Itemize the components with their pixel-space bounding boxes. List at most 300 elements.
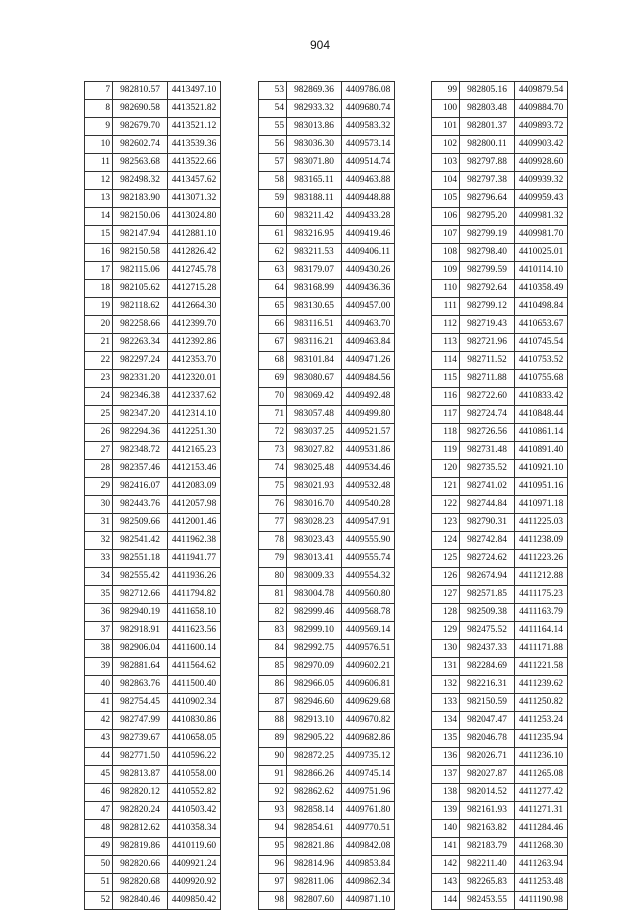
y-coordinate-cell: 4411212.88 bbox=[515, 568, 568, 586]
table-row bbox=[259, 496, 395, 514]
x-coordinate-cell: 982863.76 bbox=[113, 676, 168, 694]
y-coordinate-cell: 4410119.60 bbox=[168, 838, 221, 856]
y-coordinate-cell: 4410503.42 bbox=[168, 802, 221, 820]
table-row bbox=[259, 550, 395, 568]
y-coordinate-cell: 4409939.32 bbox=[515, 172, 568, 190]
point-number-cell: 21 bbox=[85, 334, 113, 352]
y-coordinate-cell: 4410848.44 bbox=[515, 406, 568, 424]
x-coordinate-cell: 983116.51 bbox=[287, 316, 342, 334]
point-number-cell: 97 bbox=[259, 874, 287, 892]
point-number-cell: 36 bbox=[85, 604, 113, 622]
point-number-cell: 57 bbox=[259, 154, 287, 172]
y-coordinate-cell: 4409576.51 bbox=[342, 640, 395, 658]
point-number-cell: 13 bbox=[85, 190, 113, 208]
y-coordinate-cell: 4411658.10 bbox=[168, 604, 221, 622]
coordinate-table-1 bbox=[84, 81, 221, 910]
x-coordinate-cell: 983211.53 bbox=[287, 244, 342, 262]
point-number-cell: 14 bbox=[85, 208, 113, 226]
x-coordinate-cell: 982541.42 bbox=[113, 532, 168, 550]
y-coordinate-cell: 4410833.42 bbox=[515, 388, 568, 406]
y-coordinate-cell: 4409540.28 bbox=[342, 496, 395, 514]
table-row bbox=[85, 208, 221, 226]
table-row bbox=[85, 856, 221, 874]
point-number-cell: 128 bbox=[432, 604, 460, 622]
y-coordinate-cell: 4411941.77 bbox=[168, 550, 221, 568]
y-coordinate-cell: 4412314.10 bbox=[168, 406, 221, 424]
x-coordinate-cell: 983179.07 bbox=[287, 262, 342, 280]
x-coordinate-cell: 982792.64 bbox=[460, 280, 515, 298]
point-number-cell: 84 bbox=[259, 640, 287, 658]
y-coordinate-cell: 4409602.21 bbox=[342, 658, 395, 676]
x-coordinate-cell: 982118.62 bbox=[113, 298, 168, 316]
y-coordinate-cell: 4410971.18 bbox=[515, 496, 568, 514]
table-row bbox=[259, 730, 395, 748]
table-row bbox=[259, 208, 395, 226]
point-number-cell: 99 bbox=[432, 82, 460, 100]
x-coordinate-cell: 983071.80 bbox=[287, 154, 342, 172]
table-row bbox=[432, 676, 568, 694]
point-number-cell: 9 bbox=[85, 118, 113, 136]
point-number-cell: 133 bbox=[432, 694, 460, 712]
y-coordinate-cell: 4411253.24 bbox=[515, 712, 568, 730]
x-coordinate-cell: 982819.86 bbox=[113, 838, 168, 856]
x-coordinate-cell: 983057.48 bbox=[287, 406, 342, 424]
point-number-cell: 82 bbox=[259, 604, 287, 622]
table-row bbox=[432, 550, 568, 568]
x-coordinate-cell: 982814.96 bbox=[287, 856, 342, 874]
x-coordinate-cell: 982105.62 bbox=[113, 280, 168, 298]
point-number-cell: 58 bbox=[259, 172, 287, 190]
x-coordinate-cell: 983013.86 bbox=[287, 118, 342, 136]
point-number-cell: 60 bbox=[259, 208, 287, 226]
x-coordinate-cell: 982263.34 bbox=[113, 334, 168, 352]
x-coordinate-cell: 982807.60 bbox=[287, 892, 342, 910]
table-row bbox=[85, 622, 221, 640]
point-number-cell: 61 bbox=[259, 226, 287, 244]
point-number-cell: 24 bbox=[85, 388, 113, 406]
point-number-cell: 112 bbox=[432, 316, 460, 334]
x-coordinate-cell: 982933.32 bbox=[287, 100, 342, 118]
table-row bbox=[85, 118, 221, 136]
point-number-cell: 50 bbox=[85, 856, 113, 874]
table-row bbox=[85, 82, 221, 100]
x-coordinate-cell: 983036.30 bbox=[287, 136, 342, 154]
point-number-cell: 89 bbox=[259, 730, 287, 748]
point-number-cell: 44 bbox=[85, 748, 113, 766]
table-row bbox=[85, 370, 221, 388]
table-row bbox=[85, 388, 221, 406]
point-number-cell: 129 bbox=[432, 622, 460, 640]
table-row bbox=[85, 676, 221, 694]
table-row bbox=[85, 586, 221, 604]
table-row bbox=[432, 604, 568, 622]
table-row bbox=[259, 406, 395, 424]
table-row bbox=[432, 442, 568, 460]
table-row bbox=[259, 136, 395, 154]
y-coordinate-cell: 4413024.80 bbox=[168, 208, 221, 226]
point-number-cell: 18 bbox=[85, 280, 113, 298]
table-row bbox=[85, 406, 221, 424]
y-coordinate-cell: 4413521.82 bbox=[168, 100, 221, 118]
point-number-cell: 121 bbox=[432, 478, 460, 496]
y-coordinate-cell: 4409920.92 bbox=[168, 874, 221, 892]
x-coordinate-cell: 982869.36 bbox=[287, 82, 342, 100]
y-coordinate-cell: 4412392.86 bbox=[168, 334, 221, 352]
table-row bbox=[259, 586, 395, 604]
table-row bbox=[432, 568, 568, 586]
x-coordinate-cell: 982346.38 bbox=[113, 388, 168, 406]
point-number-cell: 30 bbox=[85, 496, 113, 514]
table-row bbox=[432, 586, 568, 604]
y-coordinate-cell: 4409735.12 bbox=[342, 748, 395, 766]
x-coordinate-cell: 982810.57 bbox=[113, 82, 168, 100]
point-number-cell: 10 bbox=[85, 136, 113, 154]
x-coordinate-cell: 982801.37 bbox=[460, 118, 515, 136]
y-coordinate-cell: 4410755.68 bbox=[515, 370, 568, 388]
table-row bbox=[85, 694, 221, 712]
point-number-cell: 140 bbox=[432, 820, 460, 838]
table-row bbox=[259, 766, 395, 784]
y-coordinate-cell: 4411253.48 bbox=[515, 874, 568, 892]
point-number-cell: 98 bbox=[259, 892, 287, 910]
y-coordinate-cell: 4409534.46 bbox=[342, 460, 395, 478]
point-number-cell: 27 bbox=[85, 442, 113, 460]
x-coordinate-cell: 982453.55 bbox=[460, 892, 515, 910]
point-number-cell: 143 bbox=[432, 874, 460, 892]
y-coordinate-cell: 4409862.34 bbox=[342, 874, 395, 892]
point-number-cell: 31 bbox=[85, 514, 113, 532]
table-row bbox=[432, 640, 568, 658]
table-row bbox=[259, 622, 395, 640]
point-number-cell: 15 bbox=[85, 226, 113, 244]
point-number-cell: 90 bbox=[259, 748, 287, 766]
y-coordinate-cell: 4409471.26 bbox=[342, 352, 395, 370]
table-row bbox=[259, 604, 395, 622]
point-number-cell: 78 bbox=[259, 532, 287, 550]
point-number-cell: 130 bbox=[432, 640, 460, 658]
table-row bbox=[85, 532, 221, 550]
point-number-cell: 65 bbox=[259, 298, 287, 316]
table-row bbox=[432, 478, 568, 496]
x-coordinate-cell: 982551.18 bbox=[113, 550, 168, 568]
x-coordinate-cell: 982799.19 bbox=[460, 226, 515, 244]
y-coordinate-cell: 4409463.70 bbox=[342, 316, 395, 334]
point-number-cell: 38 bbox=[85, 640, 113, 658]
y-coordinate-cell: 4412083.09 bbox=[168, 478, 221, 496]
table-row bbox=[432, 460, 568, 478]
y-coordinate-cell: 4409569.14 bbox=[342, 622, 395, 640]
y-coordinate-cell: 4411164.14 bbox=[515, 622, 568, 640]
table-row bbox=[432, 298, 568, 316]
y-coordinate-cell: 4409981.70 bbox=[515, 226, 568, 244]
x-coordinate-cell: 982726.56 bbox=[460, 424, 515, 442]
table-row bbox=[85, 460, 221, 478]
point-number-cell: 122 bbox=[432, 496, 460, 514]
y-coordinate-cell: 4409560.80 bbox=[342, 586, 395, 604]
table-row bbox=[259, 892, 395, 910]
table-row bbox=[432, 172, 568, 190]
x-coordinate-cell: 982970.09 bbox=[287, 658, 342, 676]
x-coordinate-cell: 982711.52 bbox=[460, 352, 515, 370]
y-coordinate-cell: 4409532.48 bbox=[342, 478, 395, 496]
y-coordinate-cell: 4409499.80 bbox=[342, 406, 395, 424]
table-row bbox=[259, 154, 395, 172]
point-number-cell: 32 bbox=[85, 532, 113, 550]
table-row bbox=[432, 136, 568, 154]
x-coordinate-cell: 982741.02 bbox=[460, 478, 515, 496]
x-coordinate-cell: 982047.47 bbox=[460, 712, 515, 730]
x-coordinate-cell: 982724.74 bbox=[460, 406, 515, 424]
table-row bbox=[85, 172, 221, 190]
point-number-cell: 107 bbox=[432, 226, 460, 244]
table-row bbox=[259, 388, 395, 406]
point-number-cell: 88 bbox=[259, 712, 287, 730]
y-coordinate-cell: 4410558.00 bbox=[168, 766, 221, 784]
table-row bbox=[432, 334, 568, 352]
table-row bbox=[259, 172, 395, 190]
x-coordinate-cell: 983013.41 bbox=[287, 550, 342, 568]
point-number-cell: 114 bbox=[432, 352, 460, 370]
table-row bbox=[432, 694, 568, 712]
point-number-cell: 41 bbox=[85, 694, 113, 712]
x-coordinate-cell: 982498.32 bbox=[113, 172, 168, 190]
point-number-cell: 7 bbox=[85, 82, 113, 100]
table-row bbox=[259, 460, 395, 478]
y-coordinate-cell: 4409959.43 bbox=[515, 190, 568, 208]
table-row bbox=[259, 118, 395, 136]
point-number-cell: 67 bbox=[259, 334, 287, 352]
y-coordinate-cell: 4410830.86 bbox=[168, 712, 221, 730]
table-row bbox=[259, 316, 395, 334]
point-number-cell: 83 bbox=[259, 622, 287, 640]
x-coordinate-cell: 982150.06 bbox=[113, 208, 168, 226]
x-coordinate-cell: 982719.43 bbox=[460, 316, 515, 334]
table-row bbox=[432, 244, 568, 262]
y-coordinate-cell: 4409555.90 bbox=[342, 532, 395, 550]
table-row bbox=[85, 244, 221, 262]
x-coordinate-cell: 982357.46 bbox=[113, 460, 168, 478]
point-number-cell: 103 bbox=[432, 154, 460, 172]
y-coordinate-cell: 4411175.23 bbox=[515, 586, 568, 604]
y-coordinate-cell: 4411171.88 bbox=[515, 640, 568, 658]
y-coordinate-cell: 4409871.10 bbox=[342, 892, 395, 910]
y-coordinate-cell: 4412057.98 bbox=[168, 496, 221, 514]
y-coordinate-cell: 4412881.10 bbox=[168, 226, 221, 244]
point-number-cell: 79 bbox=[259, 550, 287, 568]
y-coordinate-cell: 4413539.36 bbox=[168, 136, 221, 154]
table-row bbox=[432, 658, 568, 676]
point-number-cell: 71 bbox=[259, 406, 287, 424]
point-number-cell: 135 bbox=[432, 730, 460, 748]
y-coordinate-cell: 4412353.70 bbox=[168, 352, 221, 370]
y-coordinate-cell: 4409531.86 bbox=[342, 442, 395, 460]
table-row bbox=[432, 820, 568, 838]
point-number-cell: 56 bbox=[259, 136, 287, 154]
point-number-cell: 62 bbox=[259, 244, 287, 262]
x-coordinate-cell: 983165.11 bbox=[287, 172, 342, 190]
point-number-cell: 34 bbox=[85, 568, 113, 586]
y-coordinate-cell: 4409928.60 bbox=[515, 154, 568, 172]
x-coordinate-cell: 982811.06 bbox=[287, 874, 342, 892]
x-coordinate-cell: 982563.68 bbox=[113, 154, 168, 172]
table-row bbox=[432, 496, 568, 514]
x-coordinate-cell: 982905.22 bbox=[287, 730, 342, 748]
point-number-cell: 120 bbox=[432, 460, 460, 478]
y-coordinate-cell: 4411268.30 bbox=[515, 838, 568, 856]
y-coordinate-cell: 4411263.94 bbox=[515, 856, 568, 874]
table-row bbox=[432, 730, 568, 748]
table-row bbox=[259, 478, 395, 496]
table-row bbox=[85, 136, 221, 154]
point-number-cell: 28 bbox=[85, 460, 113, 478]
point-number-cell: 92 bbox=[259, 784, 287, 802]
x-coordinate-cell: 982797.88 bbox=[460, 154, 515, 172]
table-row bbox=[85, 820, 221, 838]
x-coordinate-cell: 982797.38 bbox=[460, 172, 515, 190]
point-number-cell: 12 bbox=[85, 172, 113, 190]
x-coordinate-cell: 982820.24 bbox=[113, 802, 168, 820]
x-coordinate-cell: 983009.33 bbox=[287, 568, 342, 586]
x-coordinate-cell: 982800.11 bbox=[460, 136, 515, 154]
y-coordinate-cell: 4409419.46 bbox=[342, 226, 395, 244]
point-number-cell: 113 bbox=[432, 334, 460, 352]
table-row bbox=[432, 622, 568, 640]
x-coordinate-cell: 982872.25 bbox=[287, 748, 342, 766]
x-coordinate-cell: 982739.67 bbox=[113, 730, 168, 748]
y-coordinate-cell: 4409786.08 bbox=[342, 82, 395, 100]
x-coordinate-cell: 982571.85 bbox=[460, 586, 515, 604]
point-number-cell: 46 bbox=[85, 784, 113, 802]
table-row bbox=[85, 298, 221, 316]
table-row bbox=[85, 892, 221, 910]
table-row bbox=[432, 424, 568, 442]
x-coordinate-cell: 982115.06 bbox=[113, 262, 168, 280]
table-row bbox=[432, 712, 568, 730]
x-coordinate-cell: 983004.78 bbox=[287, 586, 342, 604]
point-number-cell: 125 bbox=[432, 550, 460, 568]
point-number-cell: 137 bbox=[432, 766, 460, 784]
x-coordinate-cell: 983130.65 bbox=[287, 298, 342, 316]
x-coordinate-cell: 982147.94 bbox=[113, 226, 168, 244]
table-row bbox=[432, 406, 568, 424]
x-coordinate-cell: 982014.52 bbox=[460, 784, 515, 802]
y-coordinate-cell: 4409514.74 bbox=[342, 154, 395, 172]
x-coordinate-cell: 982790.31 bbox=[460, 514, 515, 532]
point-number-cell: 16 bbox=[85, 244, 113, 262]
point-number-cell: 139 bbox=[432, 802, 460, 820]
point-number-cell: 73 bbox=[259, 442, 287, 460]
point-number-cell: 124 bbox=[432, 532, 460, 550]
point-number-cell: 119 bbox=[432, 442, 460, 460]
x-coordinate-cell: 982999.10 bbox=[287, 622, 342, 640]
table-row bbox=[85, 262, 221, 280]
point-number-cell: 69 bbox=[259, 370, 287, 388]
x-coordinate-cell: 982918.91 bbox=[113, 622, 168, 640]
point-number-cell: 55 bbox=[259, 118, 287, 136]
point-number-cell: 75 bbox=[259, 478, 287, 496]
y-coordinate-cell: 4410891.40 bbox=[515, 442, 568, 460]
y-coordinate-cell: 4409629.68 bbox=[342, 694, 395, 712]
point-number-cell: 33 bbox=[85, 550, 113, 568]
point-number-cell: 96 bbox=[259, 856, 287, 874]
x-coordinate-cell: 982416.07 bbox=[113, 478, 168, 496]
x-coordinate-cell: 982966.05 bbox=[287, 676, 342, 694]
x-coordinate-cell: 982771.50 bbox=[113, 748, 168, 766]
point-number-cell: 25 bbox=[85, 406, 113, 424]
y-coordinate-cell: 4410498.84 bbox=[515, 298, 568, 316]
table-row bbox=[85, 190, 221, 208]
x-coordinate-cell: 982211.40 bbox=[460, 856, 515, 874]
x-coordinate-cell: 983101.84 bbox=[287, 352, 342, 370]
point-number-cell: 138 bbox=[432, 784, 460, 802]
point-number-cell: 20 bbox=[85, 316, 113, 334]
point-number-cell: 39 bbox=[85, 658, 113, 676]
x-coordinate-cell: 983211.42 bbox=[287, 208, 342, 226]
y-coordinate-cell: 4413457.62 bbox=[168, 172, 221, 190]
table-row bbox=[432, 838, 568, 856]
x-coordinate-cell: 982813.87 bbox=[113, 766, 168, 784]
y-coordinate-cell: 4412826.42 bbox=[168, 244, 221, 262]
y-coordinate-cell: 4409853.84 bbox=[342, 856, 395, 874]
table-row bbox=[85, 352, 221, 370]
y-coordinate-cell: 4411271.31 bbox=[515, 802, 568, 820]
y-coordinate-cell: 4411236.10 bbox=[515, 748, 568, 766]
x-coordinate-cell: 983021.93 bbox=[287, 478, 342, 496]
point-number-cell: 35 bbox=[85, 586, 113, 604]
table-row bbox=[259, 568, 395, 586]
table-row bbox=[85, 568, 221, 586]
x-coordinate-cell: 982747.99 bbox=[113, 712, 168, 730]
x-coordinate-cell: 982999.46 bbox=[287, 604, 342, 622]
y-coordinate-cell: 4410753.52 bbox=[515, 352, 568, 370]
x-coordinate-cell: 982820.68 bbox=[113, 874, 168, 892]
table-row bbox=[432, 892, 568, 910]
point-number-cell: 101 bbox=[432, 118, 460, 136]
point-number-cell: 111 bbox=[432, 298, 460, 316]
table-row bbox=[259, 748, 395, 766]
y-coordinate-cell: 4410552.82 bbox=[168, 784, 221, 802]
point-number-cell: 64 bbox=[259, 280, 287, 298]
y-coordinate-cell: 4409463.88 bbox=[342, 172, 395, 190]
point-number-cell: 126 bbox=[432, 568, 460, 586]
x-coordinate-cell: 982862.62 bbox=[287, 784, 342, 802]
point-number-cell: 94 bbox=[259, 820, 287, 838]
point-number-cell: 8 bbox=[85, 100, 113, 118]
table-row bbox=[432, 280, 568, 298]
point-number-cell: 95 bbox=[259, 838, 287, 856]
point-number-cell: 70 bbox=[259, 388, 287, 406]
y-coordinate-cell: 4410861.14 bbox=[515, 424, 568, 442]
x-coordinate-cell: 983025.48 bbox=[287, 460, 342, 478]
y-coordinate-cell: 4409583.32 bbox=[342, 118, 395, 136]
x-coordinate-cell: 982265.83 bbox=[460, 874, 515, 892]
point-number-cell: 29 bbox=[85, 478, 113, 496]
table-row bbox=[85, 442, 221, 460]
x-coordinate-cell: 982721.96 bbox=[460, 334, 515, 352]
table-row bbox=[259, 100, 395, 118]
y-coordinate-cell: 4412153.46 bbox=[168, 460, 221, 478]
x-coordinate-cell: 982026.71 bbox=[460, 748, 515, 766]
y-coordinate-cell: 4410358.34 bbox=[168, 820, 221, 838]
x-coordinate-cell: 982821.86 bbox=[287, 838, 342, 856]
point-number-cell: 54 bbox=[259, 100, 287, 118]
y-coordinate-cell: 4409884.70 bbox=[515, 100, 568, 118]
table-row bbox=[432, 118, 568, 136]
point-number-cell: 141 bbox=[432, 838, 460, 856]
table-row bbox=[85, 784, 221, 802]
table-row bbox=[85, 604, 221, 622]
point-number-cell: 86 bbox=[259, 676, 287, 694]
